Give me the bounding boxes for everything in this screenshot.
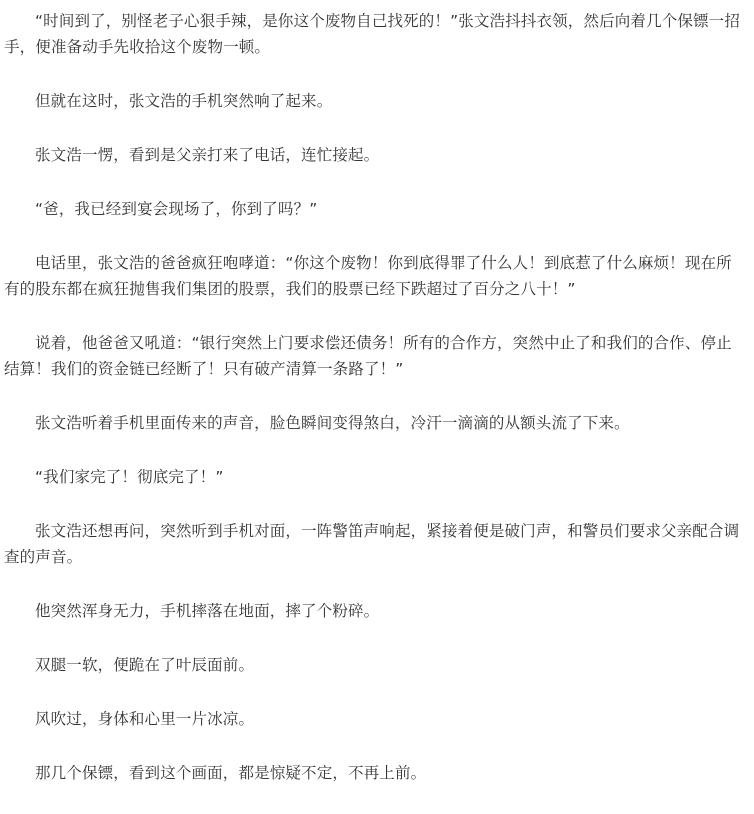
article-body xyxy=(4,8,744,814)
paragraph: 双腿一软，便跪在了叶辰面前。 xyxy=(35,656,255,674)
paragraph: 张文浩听着手机里面传来的声音，脸色瞬间变得煞白，冷汗一滴滴的从额头流了下来。 xyxy=(35,414,630,432)
paragraph: 他突然浑身无力，手机摔落在地面，摔了个粉碎。 xyxy=(35,602,380,620)
paragraph: 但就在这时，张文浩的手机突然响了起来。 xyxy=(35,92,333,110)
paragraph: 张文浩还想再问，突然听到手机对面，一阵警笛声响起，紧接着便是破门声，和警员们要求父亲配合调查的声音。 xyxy=(4,522,740,566)
paragraph: 那几个保镖，看到这个画面，都是惊疑不定，不再上前。 xyxy=(35,764,427,782)
paragraph: 张文浩一愣，看到是父亲打来了电话，连忙接起。 xyxy=(35,146,380,164)
paragraph: 电话里，张文浩的爸爸疯狂咆哮道：“你这个废物！你到底得罪了什么人！到底惹了什么麻烦！现在所有的股东都在疯狂抛售我们集团的股票，我们的股票已经下跌超过了百分之八十！” xyxy=(4,254,732,298)
paragraph: 风吹过，身体和心里一片冰凉。 xyxy=(35,710,255,728)
paragraph: 说着，他爸爸又吼道：“银行突然上门要求偿还债务！所有的合作方，突然中止了和我们的合作、停止结算！我们的资金链已经断了！只有破产清算一条路了！” xyxy=(4,334,732,378)
paragraph: “时间到了，别怪老子心狠手辣，是你这个废物自己找死的！”张文浩抖抖衣领，然后向着几个保镖一招手，便准备动手先收拾这个废物一顿。 xyxy=(4,12,740,56)
paragraph: “我们家完了！彻底完了！” xyxy=(35,468,224,486)
paragraph: “爸，我已经到宴会现场了，你到了吗？” xyxy=(35,200,318,218)
